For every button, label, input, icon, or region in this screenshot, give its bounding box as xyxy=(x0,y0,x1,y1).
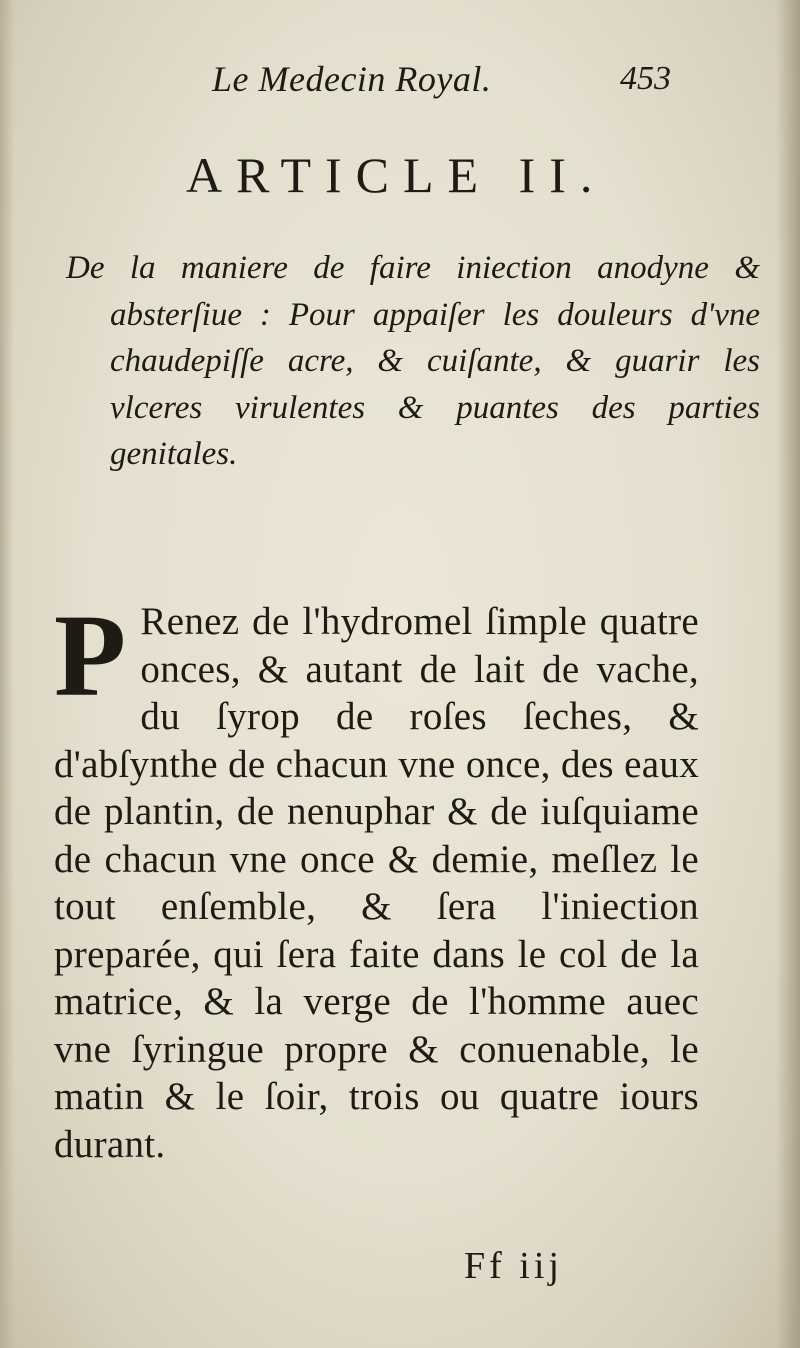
article-summary: De la maniere de faire iniection anodyne & absterſiue : Pour appaiſer les douleurs d'vne chaudepiſſe acre, & cuiſante, & guarir les vlceres virulentes & puantes des parties genitales. xyxy=(66,250,760,472)
article-heading: ARTICLE II. xyxy=(186,147,607,203)
running-title: Le Medecin Royal. xyxy=(212,59,492,99)
signature-mark: Ff iij xyxy=(464,1245,563,1287)
page-number: 453 xyxy=(620,60,671,97)
body-paragraph: Renez de l'hydromel ſimple quatre onces, & autant de lait de vache, du ſyrop de roſes ſeches, & d'abſynthe de chacun vne once, des eaux de plantin, de nenuphar & de iuſquiame de chacun vne once & demie, meſlez le tout enſemble, & ſera l'iniection preparée, qui ſera faite dans le col de la matrice, & la verge de l'homme auec vne ſyringue propre & conuenable, le matin & le ſoir, trois ou quatre iours durant. xyxy=(54,600,699,1166)
article-body xyxy=(54,590,699,1168)
drop-cap-initial: P xyxy=(54,590,127,721)
running-head xyxy=(0,58,800,108)
